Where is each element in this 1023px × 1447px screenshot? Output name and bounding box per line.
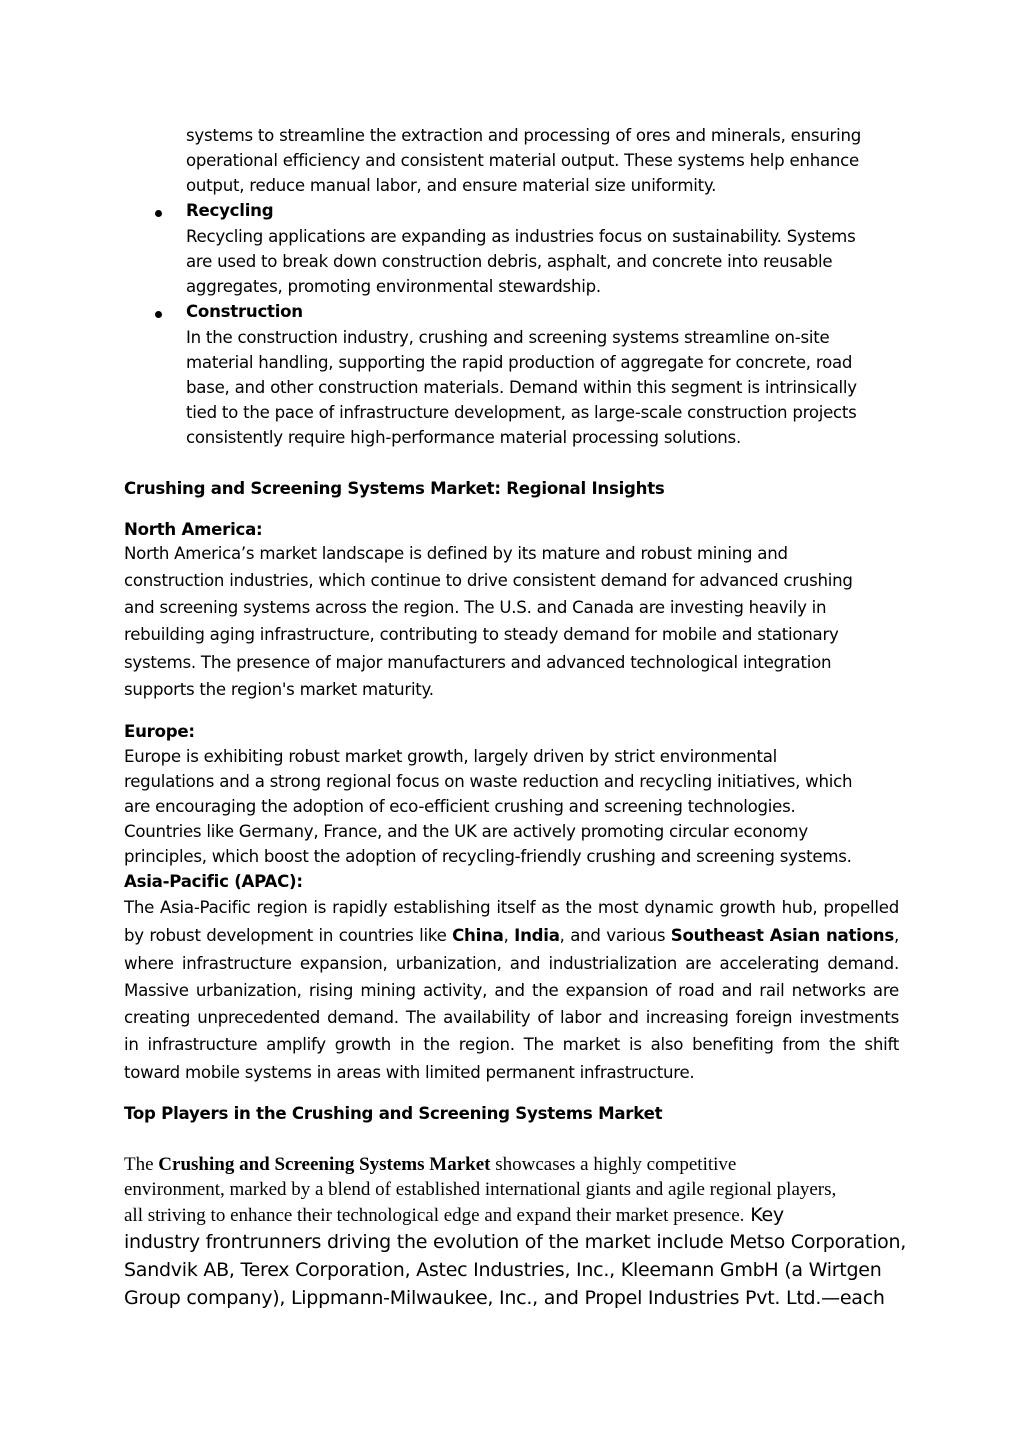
mining-text-line: systems to streamline the extraction and processing of ores and minerals, ensuring <box>186 126 862 145</box>
europe-text-line: are encouraging the adoption of eco-efficient crushing and screening technologies. <box>124 797 796 816</box>
southeast-asia-label: Southeast Asian nations <box>670 926 894 945</box>
india-label: India <box>514 926 560 945</box>
recycling-text-line: aggregates, promoting environmental stewardship. <box>186 277 601 296</box>
apac-text-line-countries <box>124 926 899 945</box>
market-name-bold: Crushing and Screening Systems Market <box>158 1154 491 1175</box>
north-america-text-line: supports the region's market maturity. <box>124 680 434 699</box>
construction-title: Construction <box>186 302 303 321</box>
players-text-segment: all striving to enhance their technological edge and expand their market presence. <box>124 1205 745 1226</box>
construction-text-line: In the construction industry, crushing and screening systems streamline on-site <box>186 328 830 347</box>
apac-text-line: creating unprecedented demand. The availability of labor and increasing foreign investments <box>124 1008 899 1027</box>
apac-text-line: in infrastructure amplify growth in the region. The market is also benefiting from the shift <box>124 1035 899 1054</box>
players-text-segment: Key <box>744 1204 784 1226</box>
mining-text-line: output, reduce manual labor, and ensure material size uniformity. <box>186 176 717 195</box>
apac-text-segment: , and various <box>559 926 671 945</box>
north-america-text-line: and screening systems across the region. The U.S. and Canada are investing heavily in <box>124 598 827 617</box>
recycling-title: Recycling <box>186 201 274 220</box>
top-players-heading: Top Players in the Crushing and Screening Systems Market <box>124 1104 663 1123</box>
apac-text-line: toward mobile systems in areas with limited permanent infrastructure. <box>124 1063 695 1082</box>
players-text-line <box>124 1154 736 1176</box>
players-text-segment: showcases a highly competitive <box>490 1154 737 1175</box>
construction-text-line: base, and other construction materials. Demand within this segment is intrinsically <box>186 378 857 397</box>
europe-text-line: regulations and a strong regional focus on waste reduction and recycling initiatives, which <box>124 772 853 791</box>
apac-text-segment: , <box>893 926 899 945</box>
apac-text-line: The Asia-Pacific region is rapidly establishing itself as the most dynamic growth hub, propelled <box>124 898 899 917</box>
apac-text-line: Massive urbanization, rising mining activity, and the expansion of road and rail networks are <box>124 981 899 1000</box>
china-label: China <box>452 926 504 945</box>
apac-title: Asia-Pacific (APAC): <box>124 872 303 891</box>
apac-text-line: where infrastructure expansion, urbanization, and industrialization are accelerating demand. <box>124 954 899 973</box>
north-america-title: North America: <box>124 520 263 539</box>
europe-text-line: Countries like Germany, France, and the UK are actively promoting circular economy <box>124 822 808 841</box>
bullet-icon <box>155 311 162 318</box>
construction-text-line: material handling, supporting the rapid production of aggregate for concrete, road <box>186 353 853 372</box>
bullet-icon <box>155 210 162 217</box>
players-text-line: Group company), Lippmann-Milwaukee, Inc., and Propel Industries Pvt. Ltd.—each <box>124 1287 885 1309</box>
construction-text-line: consistently require high-performance material processing solutions. <box>186 428 741 447</box>
construction-text-line: tied to the pace of infrastructure development, as large-scale construction projects <box>186 403 857 422</box>
players-text-line: environment, marked by a blend of established international giants and agile regional players, <box>124 1179 837 1200</box>
mining-text-line: operational efficiency and consistent material output. These systems help enhance <box>186 151 859 170</box>
north-america-text-line: rebuilding aging infrastructure, contributing to steady demand for mobile and stationary <box>124 625 839 644</box>
north-america-text-line: construction industries, which continue to drive consistent demand for advanced crushing <box>124 571 853 590</box>
players-text-line: Sandvik AB, Terex Corporation, Astec Industries, Inc., Kleemann GmbH (a Wirtgen <box>124 1259 882 1281</box>
europe-text-line: principles, which boost the adoption of recycling-friendly crushing and screening systems. <box>124 847 852 866</box>
apac-text-segment: , <box>503 926 515 945</box>
recycling-text-line: Recycling applications are expanding as industries focus on sustainability. Systems <box>186 227 856 246</box>
recycling-text-line: are used to break down construction debris, asphalt, and concrete into reusable <box>186 252 833 271</box>
players-text-line <box>124 1204 784 1227</box>
europe-text-line: Europe is exhibiting robust market growth, largely driven by strict environmental <box>124 747 778 766</box>
regional-insights-heading: Crushing and Screening Systems Market: Regional Insights <box>124 479 665 498</box>
players-text-segment: The <box>124 1154 159 1175</box>
players-text-line: industry frontrunners driving the evolution of the market include Metso Corporation, <box>124 1231 907 1253</box>
north-america-text-line: systems. The presence of major manufacturers and advanced technological integration <box>124 653 832 672</box>
apac-text-segment: by robust development in countries like <box>124 926 453 945</box>
north-america-text-line: North America’s market landscape is defined by its mature and robust mining and <box>124 544 788 563</box>
europe-title: Europe: <box>124 722 195 741</box>
